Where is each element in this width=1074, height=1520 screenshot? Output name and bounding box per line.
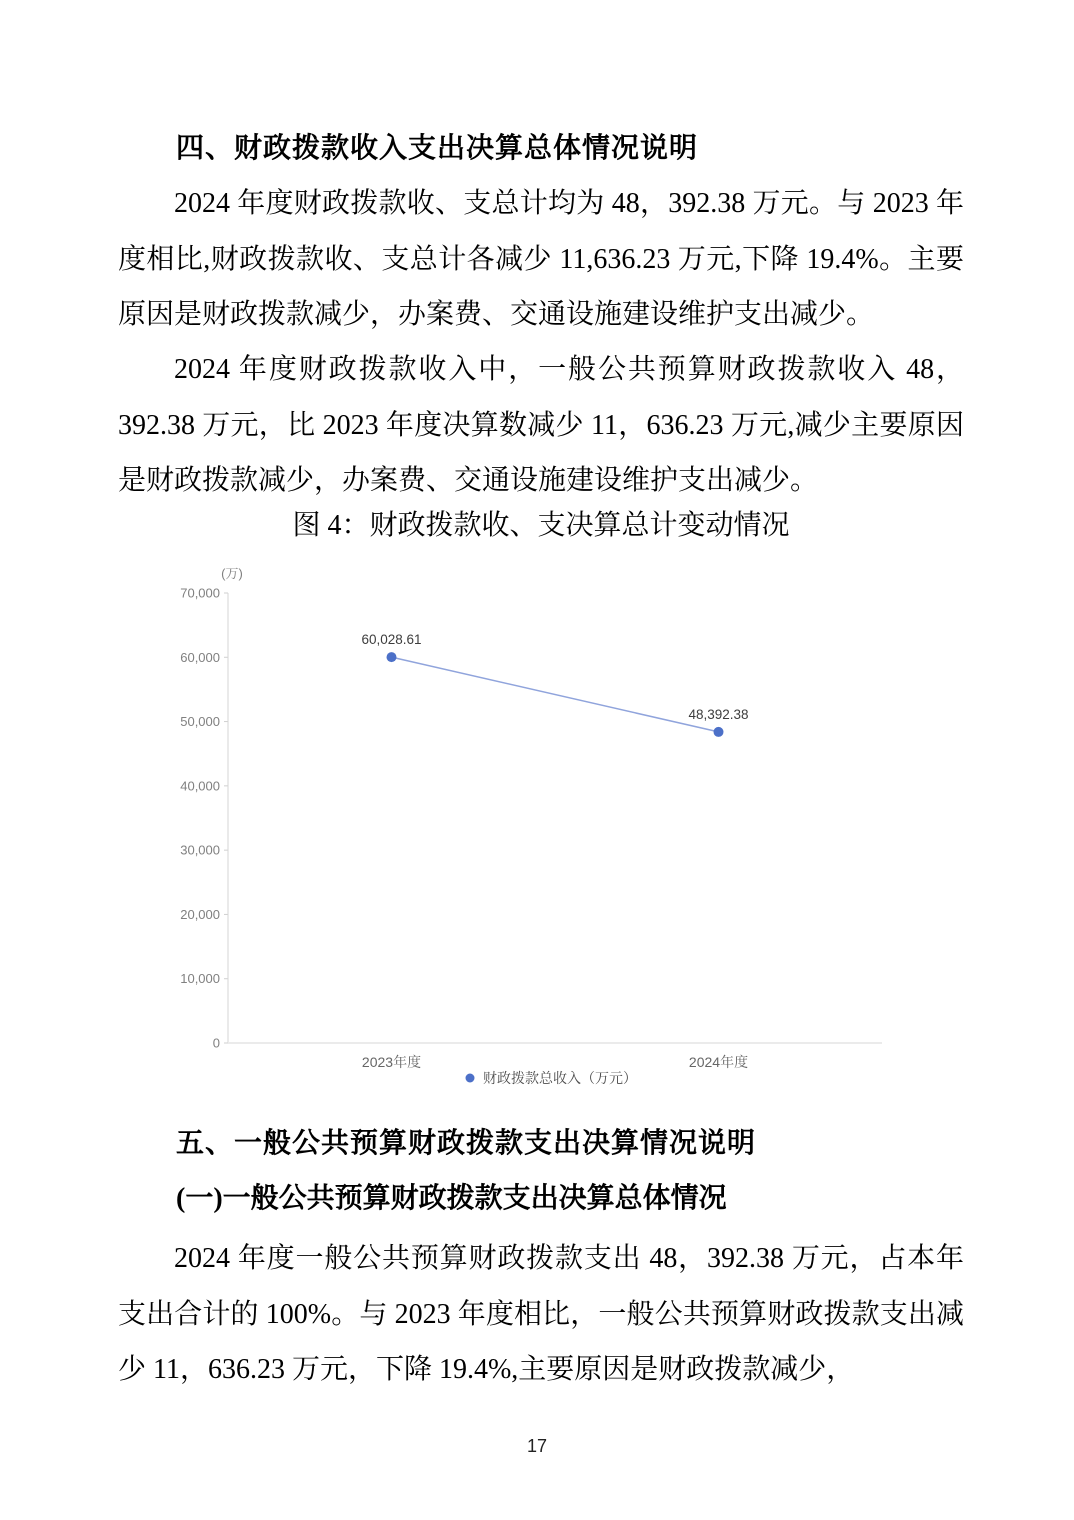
y-axis-unit-label: (万) bbox=[221, 566, 243, 581]
data-point bbox=[714, 727, 724, 737]
legend-label: 财政拨款总收入（万元） bbox=[483, 1070, 637, 1086]
data-point-label: 60,028.61 bbox=[361, 632, 422, 648]
y-tick-label: 40,000 bbox=[180, 778, 220, 794]
x-category-label: 2024年度 bbox=[688, 1054, 749, 1070]
y-tick-label: 60,000 bbox=[180, 649, 220, 665]
x-category-label: 2023年度 bbox=[361, 1054, 422, 1070]
page-number: 17 bbox=[526, 1436, 548, 1456]
section5-subheading: (一)一般公共预算财政拨款支出决算总体情况 bbox=[176, 1183, 727, 1214]
legend-dot bbox=[466, 1074, 475, 1083]
figure4-caption: 图 4：财政拨款收、支决算总计变动情况 bbox=[292, 510, 790, 541]
y-tick-label: 0 bbox=[212, 1035, 220, 1051]
data-line bbox=[392, 657, 719, 732]
y-tick-label: 30,000 bbox=[180, 842, 220, 858]
section5-paragraph-1: 2024 年度一般公共预算财政拨款支出 48，392.38 万元，占本年支出合计的 100%。与 2023 年度相比，一般公共预算财政拨款支出减少 11，636.23 万元，下降 19.4%,主要原因是财政拨款减少， bbox=[118, 1243, 964, 1385]
y-tick-label: 70,000 bbox=[180, 585, 220, 601]
section4-heading: 四、财政拨款收入支出决算总体情况说明 bbox=[176, 132, 699, 163]
y-tick-label: 50,000 bbox=[180, 714, 220, 730]
section4-paragraph-1: 2024 年度财政拨款收、支总计均为 48，392.38 万元。与 2023 年度相比,财政拨款收、支总计各减少 11,636.23 万元,下降 19.4%。主要原因是财政拨款减少，办案费、交通设施建设维护支出减少。 bbox=[118, 188, 964, 330]
section4-paragraph-2: 2024 年度财政拨款收入中，一般公共预算财政拨款收入 48，392.38 万元，比 2023 年度决算数减少 11，636.23 万元,减少主要原因是财政拨款减少，办案费、交通设施建设维护支出减少。 bbox=[118, 354, 964, 496]
section5-heading: 五、一般公共预算财政拨款支出决算情况说明 bbox=[176, 1127, 757, 1158]
data-point bbox=[387, 652, 397, 662]
y-tick-label: 10,000 bbox=[180, 971, 220, 987]
y-tick-label: 20,000 bbox=[180, 906, 220, 922]
data-point-label: 48,392.38 bbox=[688, 706, 749, 722]
line-chart bbox=[0, 545, 1074, 1120]
